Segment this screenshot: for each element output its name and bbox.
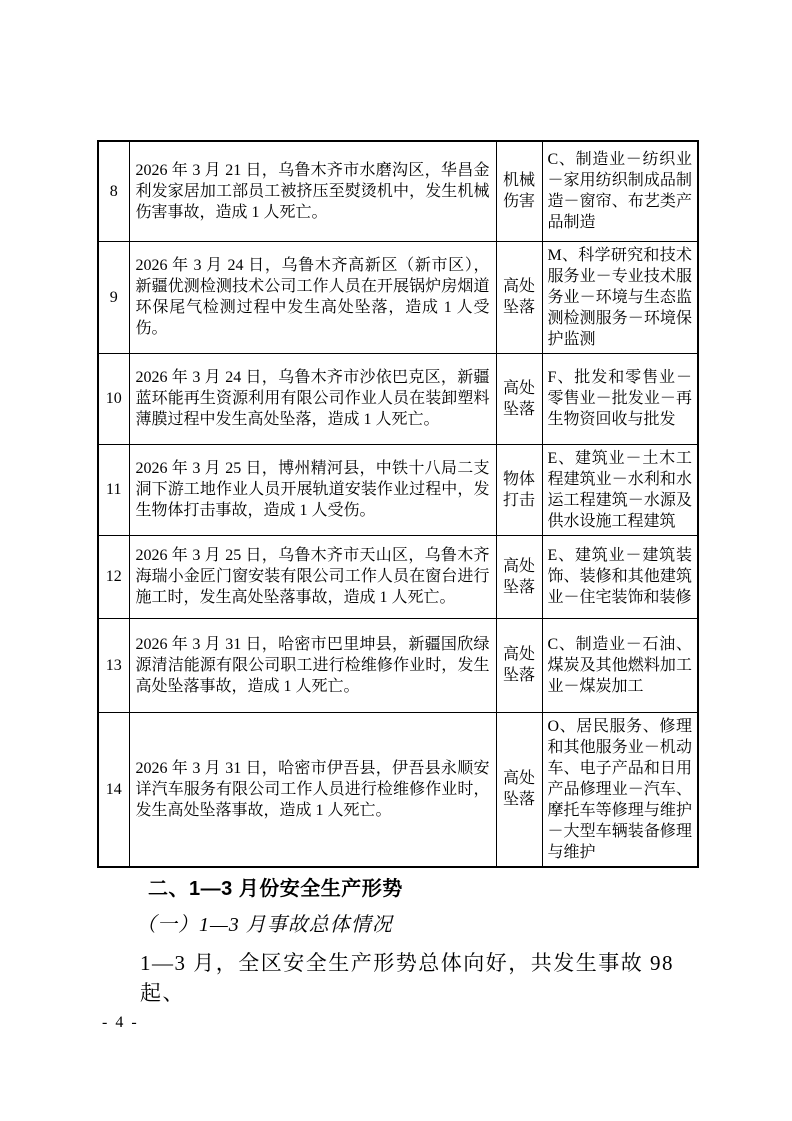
accident-description-cell: 2026 年 3 月 21 日，乌鲁木齐市水磨沟区，华昌金利发家居加工部员工被挤压至熨烫机中，发生机械伤害事故，造成 1 人死亡。 bbox=[129, 141, 496, 241]
table-row bbox=[98, 712, 698, 867]
accident-description-cell: 2026 年 3 月 25 日，乌鲁木齐市天山区，乌鲁木齐海瑞小金匠门窗安装有限公司工作人员在窗台进行施工时，发生高处坠落事故，造成 1 人死亡。 bbox=[129, 535, 496, 618]
accident-type-cell: 高处坠落 bbox=[496, 618, 542, 712]
row-number-cell: 10 bbox=[98, 353, 129, 444]
section-heading: 二、1—3 月份安全生产形势 bbox=[148, 878, 403, 900]
industry-classification-cell: C、制造业－石油、煤炭及其他燃料加工业－煤炭加工 bbox=[542, 618, 698, 712]
accident-description-cell: 2026 年 3 月 31 日，哈密市巴里坤县，新疆国欣绿源清洁能源有限公司职工进行检维修作业时，发生高处坠落事故，造成 1 人死亡。 bbox=[129, 618, 496, 712]
accident-type-cell: 高处坠落 bbox=[496, 241, 542, 353]
row-number-cell: 8 bbox=[98, 141, 129, 241]
accident-description-cell: 2026 年 3 月 24 日，乌鲁木齐高新区（新市区），新疆优测检测技术公司工作人员在开展锅炉房烟道环保尾气检测过程中发生高处坠落，造成 1 人受伤。 bbox=[129, 241, 496, 353]
page-number: - 4 - bbox=[102, 1014, 139, 1031]
table-row bbox=[98, 444, 698, 535]
industry-classification-cell: O、居民服务、修理和其他服务业－机动车、电子产品和日用产品修理业－汽车、摩托车等修理与维护－大型车辆装备修理与维护 bbox=[542, 712, 698, 867]
accident-description-cell: 2026 年 3 月 31 日，哈密市伊吾县，伊吾县永顺安详汽车服务有限公司工作人员进行检维修作业时，发生高处坠落事故，造成 1 人死亡。 bbox=[129, 712, 496, 867]
table-row bbox=[98, 353, 698, 444]
accident-list-table bbox=[97, 140, 699, 868]
row-number-cell: 11 bbox=[98, 444, 129, 535]
industry-classification-cell: C、制造业－纺织业－家用纺织制成品制造－窗帘、布艺类产品制造 bbox=[542, 141, 698, 241]
accident-type-cell: 物体打击 bbox=[496, 444, 542, 535]
accident-description-cell: 2026 年 3 月 24 日，乌鲁木齐市沙依巴克区，新疆蓝环能再生资源利用有限公司作业人员在装卸塑料薄膜过程中发生高处坠落，造成 1 人死亡。 bbox=[129, 353, 496, 444]
subsection-heading: （一）1—3 月事故总体情况 bbox=[136, 914, 393, 936]
row-number-cell: 12 bbox=[98, 535, 129, 618]
row-number-cell: 14 bbox=[98, 712, 129, 867]
table-row bbox=[98, 535, 698, 618]
industry-classification-cell: E、建筑业－建筑装饰、装修和其他建筑业－住宅装饰和装修 bbox=[542, 535, 698, 618]
table-row bbox=[98, 618, 698, 712]
accident-type-cell: 高处坠落 bbox=[496, 535, 542, 618]
industry-classification-cell: E、建筑业－土木工程建筑业－水利和水运工程建筑－水源及供水设施工程建筑 bbox=[542, 444, 698, 535]
accident-type-cell: 机械伤害 bbox=[496, 141, 542, 241]
industry-classification-cell: M、科学研究和技术服务业－专业技术服务业－环境与生态监测检测服务－环境保护监测 bbox=[542, 241, 698, 353]
accident-type-cell: 高处坠落 bbox=[496, 712, 542, 867]
industry-classification-cell: F、批发和零售业－零售业－批发业－再生物资回收与批发 bbox=[542, 353, 698, 444]
accident-description-cell: 2026 年 3 月 25 日，博州精河县，中铁十八局二支洞下游工地作业人员开展轨道安装作业过程中，发生物体打击事故，造成 1 人受伤。 bbox=[129, 444, 496, 535]
table-row bbox=[98, 141, 698, 241]
row-number-cell: 9 bbox=[98, 241, 129, 353]
row-number-cell: 13 bbox=[98, 618, 129, 712]
accident-type-cell: 高处坠落 bbox=[496, 353, 542, 444]
table-row bbox=[98, 241, 698, 353]
body-paragraph: 1—3 月，全区安全生产形势总体向好，共发生事故 98 起、 bbox=[140, 951, 674, 1005]
